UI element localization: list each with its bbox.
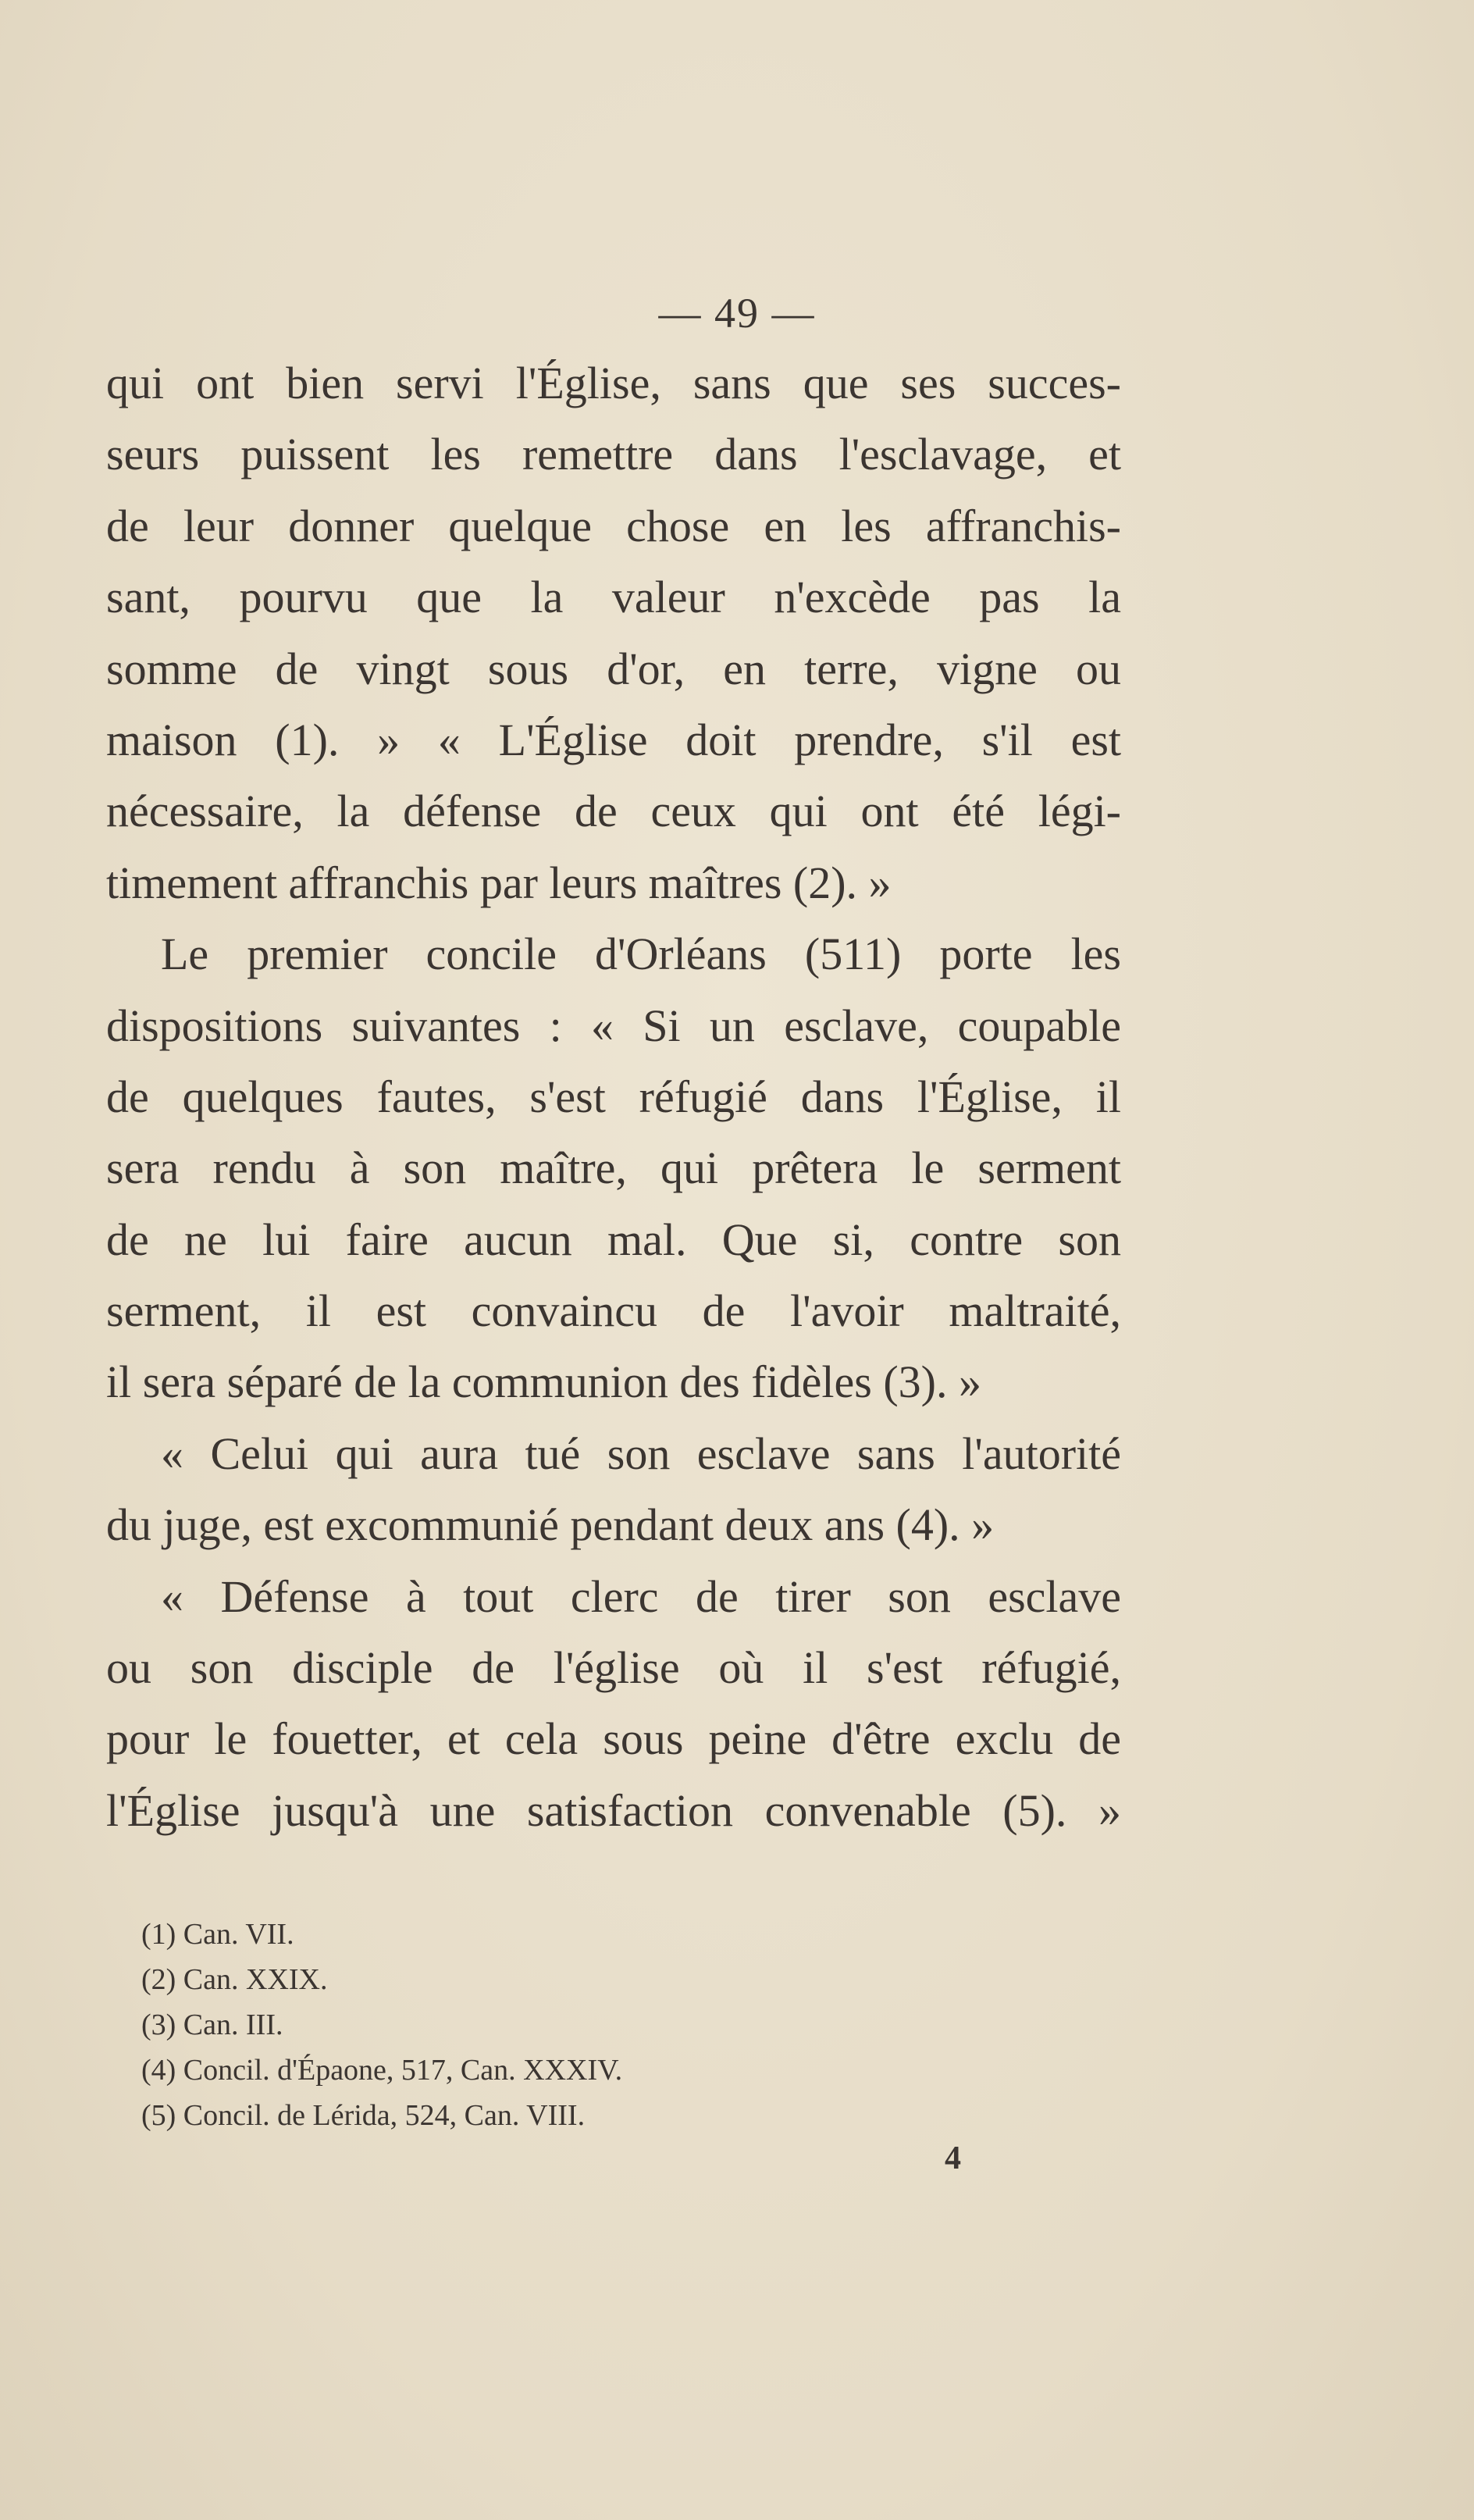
body-text [106,348,1121,1846]
text-line: « Celui qui aura tué son esclave sans l'autorité [161,1428,1121,1479]
footnote: (5) Concil. de Lérida, 524, Can. VIII. [141,2099,586,2132]
text-line: serment, il est convaincu de l'avoir maltraité, [106,1285,1121,1337]
text-line: il sera séparé de la communion des fidèles (3). » [106,1356,981,1408]
text-line: de leur donner quelque chose en les affranchis- [106,500,1121,551]
page-number-header: — 49 — [658,290,816,337]
signature-mark: 4 [945,2140,961,2176]
text-line: l'Église jusqu'à une satisfaction convenable (5). » [106,1784,1121,1836]
footnotes [141,1912,622,2138]
text-line: somme de vingt sous d'or, en terre, vigne ou [106,643,1121,694]
text-line: de ne lui faire aucun mal. Que si, contre son [106,1214,1121,1265]
text-line: seurs puissent les remettre dans l'esclavage, et [106,429,1121,480]
text-line: ou son disciple de l'église où il s'est réfugié, [106,1642,1121,1694]
text-line: qui ont bien servi l'Église, sans que ses succes- [106,358,1121,408]
footnote: (1) Can. VII. [141,1918,294,1951]
text-line: de quelques fautes, s'est réfugié dans l'Église, il [106,1071,1121,1122]
text-line: timement affranchis par leurs maîtres (2). » [106,857,892,908]
footnote: (4) Concil. d'Épaone, 517, Can. XXXIV. [141,2054,623,2087]
text-line: Le premier concile d'Orléans (511) porte les [161,929,1121,980]
text-line: dispositions suivantes : « Si un esclave, coupable [106,1000,1121,1051]
text-line: « Défense à tout clerc de tirer son esclave [161,1570,1121,1622]
footnote: (3) Can. III. [141,2009,283,2041]
text-line: maison (1). » « L'Église doit prendre, s'il est [106,714,1121,765]
text-line: pour le fouetter, et cela sous peine d'être exclu de [106,1713,1121,1765]
footnote: (2) Can. XXIX. [141,1963,328,1996]
text-line: du juge, est excommunié pendant deux ans (4). » [106,1499,995,1551]
text-line: sant, pourvu que la valeur n'excède pas la [106,572,1121,623]
text-line: sera rendu à son maître, qui prêtera le serment [106,1142,1121,1194]
text-line: nécessaire, la défense de ceux qui ont été légi- [106,786,1121,837]
